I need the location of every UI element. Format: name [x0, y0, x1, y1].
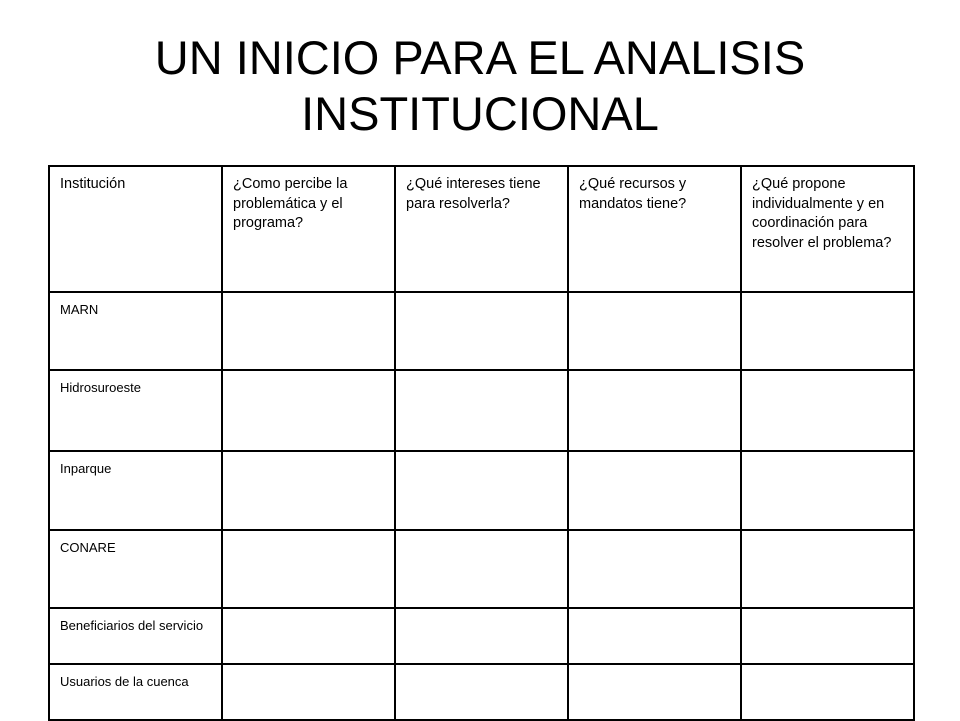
table-row [49, 530, 914, 608]
institution-cell: Hidrosuroeste [49, 370, 222, 451]
empty-cell [395, 370, 568, 451]
empty-cell [741, 370, 914, 451]
empty-cell [395, 608, 568, 664]
slide-title-line-2: INSTITUCIONAL [301, 87, 659, 140]
empty-cell [741, 664, 914, 720]
table-row [49, 664, 914, 720]
empty-cell [741, 451, 914, 530]
institution-cell: CONARE [49, 530, 222, 608]
empty-cell [741, 292, 914, 370]
institutional-analysis-table [48, 165, 915, 721]
table-row [49, 292, 914, 370]
empty-cell [395, 664, 568, 720]
empty-cell [222, 608, 395, 664]
slide-title [48, 30, 912, 142]
institution-cell: Inparque [49, 451, 222, 530]
institution-cell: Beneficiarios del servicio [49, 608, 222, 664]
empty-cell [568, 451, 741, 530]
empty-cell [395, 530, 568, 608]
header-institucion: Institución [49, 166, 222, 292]
header-propuesta: ¿Qué propone individualmente y en coordinación para resolver el problema? [741, 166, 914, 292]
table-row [49, 370, 914, 451]
header-intereses: ¿Qué intereses tiene para resolverla? [395, 166, 568, 292]
empty-cell [222, 292, 395, 370]
header-recursos: ¿Qué recursos y mandatos tiene? [568, 166, 741, 292]
empty-cell [568, 530, 741, 608]
empty-cell [741, 530, 914, 608]
empty-cell [222, 530, 395, 608]
empty-cell [395, 451, 568, 530]
table-row [49, 451, 914, 530]
empty-cell [395, 292, 568, 370]
table-header-row [49, 166, 914, 292]
table-row [49, 608, 914, 664]
slide-title-line-1: UN INICIO PARA EL ANALISIS [154, 31, 806, 84]
empty-cell [741, 608, 914, 664]
institution-cell: MARN [49, 292, 222, 370]
empty-cell [568, 608, 741, 664]
empty-cell [222, 370, 395, 451]
empty-cell [568, 664, 741, 720]
empty-cell [222, 451, 395, 530]
empty-cell [568, 292, 741, 370]
empty-cell [568, 370, 741, 451]
header-percepcion: ¿Como percibe la problemática y el programa? [222, 166, 395, 292]
empty-cell [222, 664, 395, 720]
institution-cell: Usuarios de la cuenca [49, 664, 222, 720]
